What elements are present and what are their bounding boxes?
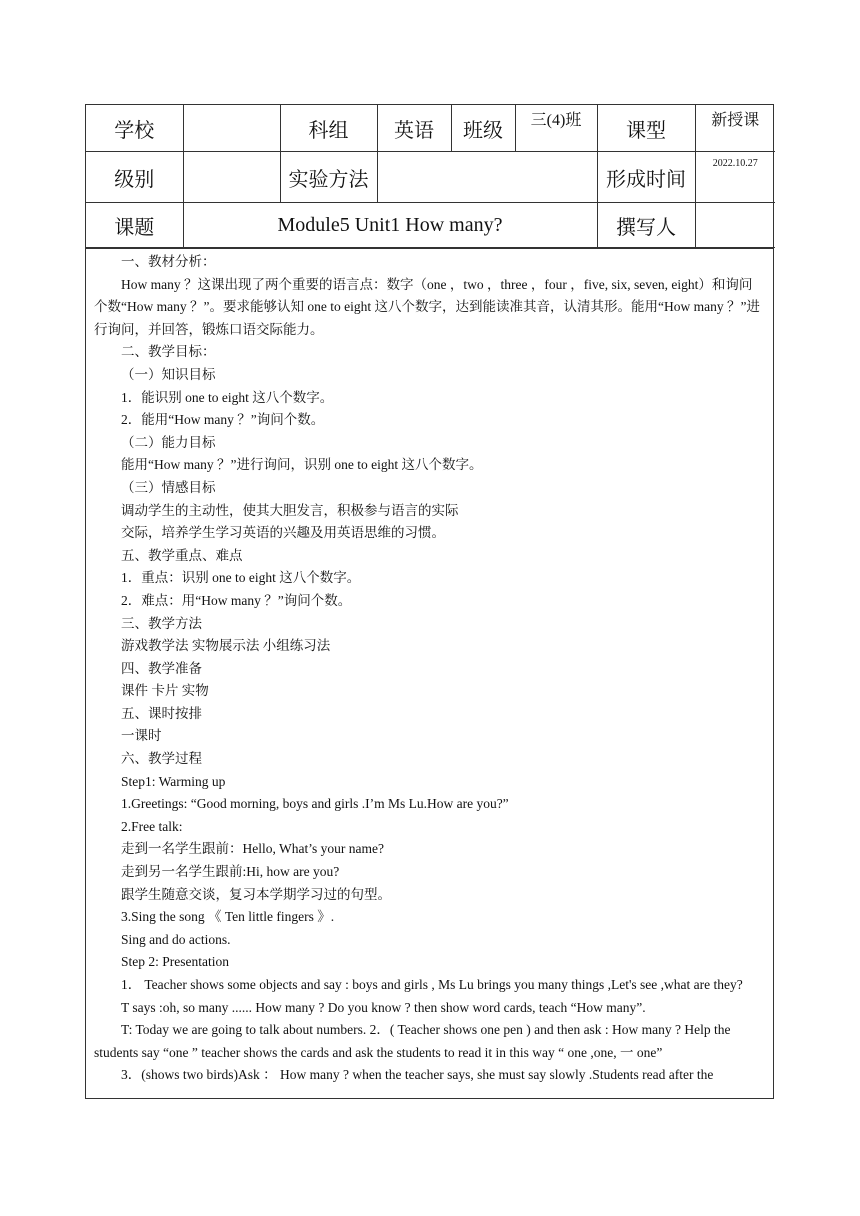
content-line: 走到另一名学生跟前:Hi, how are you? <box>121 864 340 880</box>
content-line: T: Today we are going to talk about numbers. 2．( Teacher shows one pen ) and then ask : How many ? Help the students say “one ” teacher shows the cards and ask the students to read it in this way “ one ,one, 一 one” <box>94 1022 731 1060</box>
content-line: 2.Free talk: <box>121 818 183 834</box>
date-value: 2022.10.27 <box>695 152 775 203</box>
class-value: 三(4)班 <box>515 105 597 152</box>
content-line: 二、教学目标： <box>121 344 216 360</box>
content-line: 一、教材分析： <box>121 254 216 269</box>
lesson-plan-sheet <box>85 104 774 1099</box>
content-line: 3．(shows two birds)Ask ： How many ? when the teacher says, she must say slowly .Students read after the <box>121 1067 714 1083</box>
topic-label: 课题 <box>86 203 183 248</box>
lesson-type-label: 课型 <box>597 105 695 152</box>
content-line: 调动学生的主动性，使其大胆发言，积极参与语言的实际 <box>121 502 459 518</box>
content-line: Step1: Warming up <box>121 773 226 789</box>
content-line: 六、教学过程 <box>121 751 202 767</box>
content-line: 跟学生随意交谈，复习本学期学习过的句型。 <box>121 886 391 902</box>
content-line: 3.Sing the song 《 Ten little fingers 》. <box>121 909 335 925</box>
content-line: 走到一名学生跟前：Hello, What’s your name? <box>121 841 384 857</box>
subject-label: 科组 <box>280 105 377 152</box>
content-line: 2．能用“How many ？”询问个数。 <box>121 412 325 428</box>
content-line: 三、教学方法 <box>121 615 202 631</box>
content-line: T says :oh, so many ...... How many ? Do you know ? then show word cards, teach “How many”. <box>121 999 646 1015</box>
method-label: 实验方法 <box>280 152 377 203</box>
content-line: 2．难点：用“How many ？”询问个数。 <box>121 592 352 608</box>
content-line: 1．能识别 one to eight 这八个数字。 <box>121 389 334 405</box>
content-line: Sing and do actions. <box>121 931 231 947</box>
topic-value: Module5 Unit1 How many? <box>183 203 597 248</box>
content-line: （二）能力目标 <box>121 434 216 450</box>
content-line: 交际，培养学生学习英语的兴趣及用英语思维的习惯。 <box>121 525 445 541</box>
content-line: 课件 卡片 实物 <box>121 683 209 699</box>
level-label: 级别 <box>86 152 183 203</box>
content-line: 1.Greetings: “Good morning, boys and girls .I’m Ms Lu.How are you?” <box>121 796 509 812</box>
subject-value: 英语 <box>377 105 451 152</box>
header-table <box>86 105 775 248</box>
level-value <box>183 152 280 203</box>
method-value <box>377 152 597 203</box>
school-value <box>183 105 280 152</box>
content-line: 五、教学重点、难点 <box>121 547 243 563</box>
content-line: 一课时 <box>121 728 162 744</box>
date-label: 形成时间 <box>597 152 695 203</box>
school-label: 学校 <box>86 105 183 152</box>
content-line: 游戏教学法 实物展示法 小组练习法 <box>121 638 331 654</box>
content-line: （三）情感目标 <box>121 479 216 495</box>
lesson-content <box>86 248 773 1087</box>
content-line: 1． Teacher shows some objects and say : boys and girls , Ms Lu brings you many things ,Let's see ,what are they? <box>121 977 743 992</box>
author-value <box>695 203 775 248</box>
content-line: Step 2: Presentation <box>121 954 229 970</box>
content-line: 能用“How many ？”进行询问，识别 one to eight 这八个数字。 <box>121 457 483 473</box>
content-line: （一）知识目标 <box>121 366 216 382</box>
author-label: 撰写人 <box>597 203 695 248</box>
lesson-type-value: 新授课 <box>695 105 775 152</box>
content-line: How many ？这课出现了两个重要的语言点：数字（one ，two ，three ，four ，five, six, seven, eight）和询问个数“How many ？”。要求能够认知 one to eight 这八个数字，达到能读准其音，认清其形。能用“How many ？”进行询问，并回答，锻炼口语交际能力。 <box>94 276 760 337</box>
class-label: 班级 <box>451 105 515 152</box>
content-line: 五、课时按排 <box>121 705 202 721</box>
content-line: 四、教学准备 <box>121 660 202 676</box>
content-line: 1．重点：识别 one to eight 这八个数字。 <box>121 570 361 586</box>
